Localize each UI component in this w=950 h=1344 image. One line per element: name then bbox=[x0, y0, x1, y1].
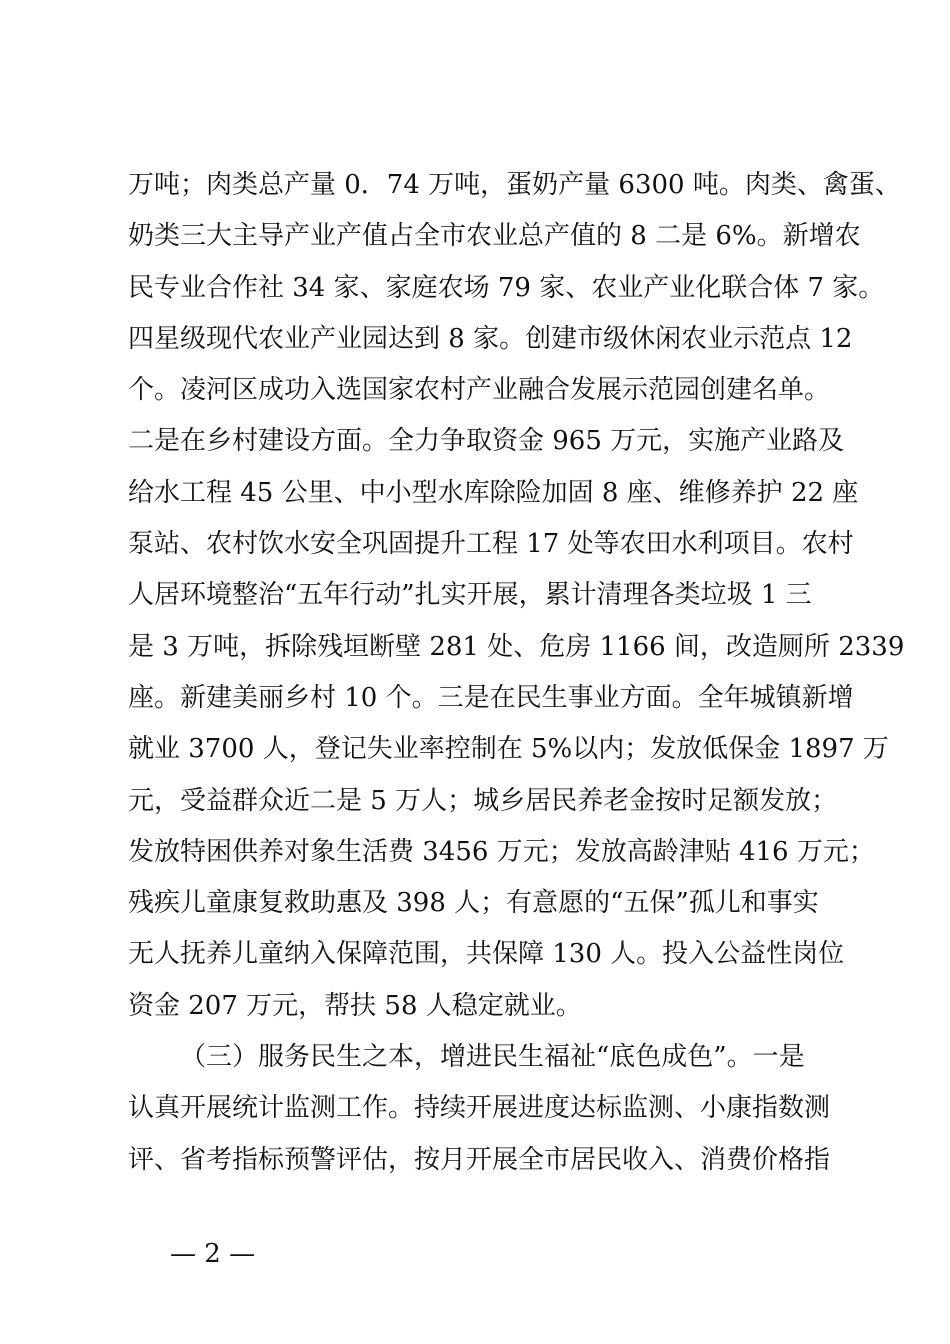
text-line: 评、省考指标预警评估，按月开展全市居民收入、消费价格指 bbox=[128, 1144, 831, 1175]
body-text bbox=[128, 160, 905, 1186]
page-number: — 2 — bbox=[170, 1239, 256, 1269]
text-line: 万吨；肉类总产量 0．74 万吨，蛋奶产量 6300 吨。肉类、禽蛋、 bbox=[128, 170, 901, 200]
text-line: 无人抚养儿童纳入保障范围，共保障 130 人。投入公益性岗位 bbox=[128, 939, 845, 970]
text-line: 认真开展统计监测工作。持续开展进度达标监测、小康指数测 bbox=[128, 1093, 831, 1124]
text-line: 资金 207 万元，帮扶 58 人稳定就业。 bbox=[128, 990, 582, 1021]
text-line: 给水工程 45 公里、中小型水库除险加固 8 座、维修养护 22 座 bbox=[128, 477, 859, 508]
text-line: 泵站、农村饮水安全巩固提升工程 17 处等农田水利项目。农村 bbox=[128, 529, 854, 560]
text-line: 个。凌河区成功入选国家农村产业融合发展示范园创建名单。 bbox=[128, 375, 831, 406]
text-line: 二是在乡村建设方面。全力争取资金 965 万元，实施产业路及 bbox=[128, 426, 845, 457]
text-line: 座。新建美丽乡村 10 个。三是在民生事业方面。全年城镇新增 bbox=[128, 682, 854, 713]
text-line: 元，受益群众近二是 5 万人；城乡居民养老金按时足额发放； bbox=[128, 785, 838, 816]
section-heading-line: （三）服务民生之本，增进民生福祉“底色成色”。一是 bbox=[180, 1042, 805, 1073]
text-line: 是 3 万吨，拆除残垣断壁 281 处、危房 1166 间，改造厕所 2339 bbox=[128, 631, 905, 662]
text-line: 民专业合作社 34 家、家庭农场 79 家、农业产业化联合体 7 家。 bbox=[128, 272, 885, 303]
text-line: 人居环境整治“五年行动”扎实开展，累计清理各类垃圾 1 三 bbox=[128, 580, 812, 611]
text-line: 奶类三大主导产业产值占全市农业总产值的 8 二是 6%。新增农 bbox=[128, 221, 861, 252]
text-line: 发放特困供养对象生活费 3456 万元；发放高龄津贴 416 万元； bbox=[128, 836, 875, 867]
text-line: 残疾儿童康复救助惠及 398 人；有意愿的“五保”孤儿和事实 bbox=[128, 888, 819, 919]
text-line: 就业 3700 人，登记失业率控制在 5%以内；发放低保金 1897 万 bbox=[128, 734, 889, 765]
text-line: 四星级现代农业产业园达到 8 家。创建市级休闲农业示范点 12 bbox=[128, 323, 853, 354]
